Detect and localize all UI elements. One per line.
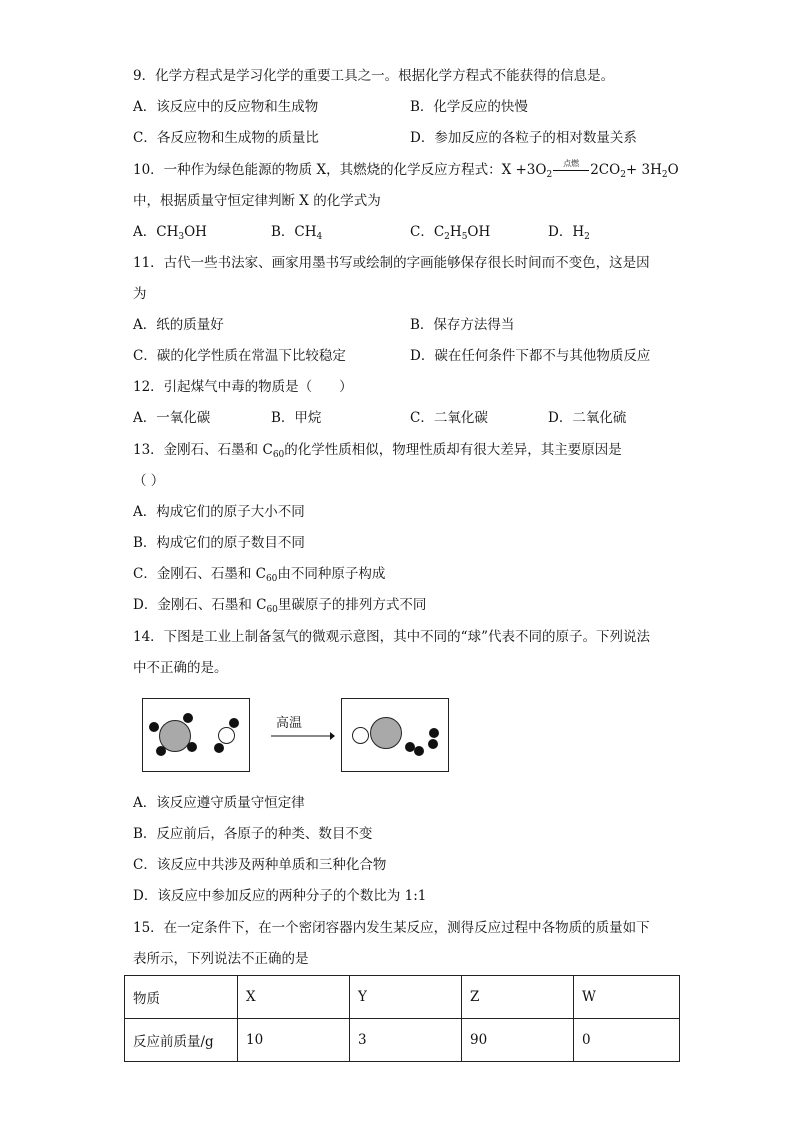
q10-option-c[interactable]: C．$C_2H_5OH$ <box>410 224 491 242</box>
arrow-label: 高温 <box>276 716 303 731</box>
q13-option-d[interactable]: D．金刚石、石墨和 $C_{60}$里碳原子的排列方式不同 <box>133 597 427 615</box>
table-header-cell: W <box>574 976 680 1019</box>
q9-option-b[interactable]: B．化学反应的快慢 <box>410 99 528 115</box>
q14-option-c[interactable]: C．该反应中共涉及两种单质和三种化合物 <box>133 857 387 873</box>
small-black-atom <box>183 713 193 723</box>
reaction-arrow <box>270 730 336 742</box>
table-header-cell: X <box>238 976 350 1019</box>
small-black-atom <box>149 722 159 732</box>
table-cell: 3 <box>350 1019 462 1062</box>
white-atom <box>352 727 369 744</box>
reaction-condition: 点燃 <box>552 161 590 179</box>
table-cell: 90 <box>462 1019 574 1062</box>
products-box <box>341 698 449 772</box>
table-cell: 反应前质量/g <box>125 1019 238 1062</box>
table-row <box>125 1019 680 1062</box>
q10-option-a[interactable]: A．$CH_3OH$ <box>133 224 207 242</box>
small-black-atom <box>428 739 438 749</box>
q14-option-b[interactable]: B．反应前后，各原子的种类、数目不变 <box>133 826 373 842</box>
table-cell: 0 <box>574 1019 680 1062</box>
q11-option-c[interactable]: C．碳的化学性质在常温下比较稳定 <box>133 348 346 364</box>
q10-stem-prefix: 10．一种作为绿色能源的物质 X，其燃烧的化学反应方程式：X +3O <box>133 162 547 178</box>
table-header-cell: Z <box>462 976 574 1019</box>
q14-stem: 14．下图是工业上制备氢气的微观示意图，其中不同的“球”代表不同的原子。下列说法 <box>133 629 650 645</box>
q15-stem: 15．在一定条件下，在一个密闭容器内发生某反应，测得反应过程中各物质的质量如下 <box>133 920 650 936</box>
table-header-cell: 物质 <box>125 976 238 1019</box>
table-header-cell: Y <box>350 976 462 1019</box>
small-black-atom <box>187 742 197 752</box>
q10-stem: 10．一种作为绿色能源的物质 X，其燃烧的化学反应方程式：$X +3O_2$ 点燃 $2CO_2+ 3H_2O$ <box>133 159 679 180</box>
q14-option-d[interactable]: D．该反应中参加反应的两种分子的个数比为 1:1 <box>133 888 427 904</box>
q13-stem-line2: （ ） <box>133 473 165 489</box>
q11-stem: 11．古代一些书法家、画家用墨书写或绘制的字画能够保存很长时间而不变色，这是因 <box>133 255 650 271</box>
large-atom <box>370 717 402 749</box>
q14-stem-line2: 中不正确的是。 <box>133 660 228 676</box>
q10-stem-line2: 中，根据质量守恒定律判断 X 的化学式为 <box>133 193 381 209</box>
q9-option-a[interactable]: A．该反应中的反应物和生成物 <box>133 99 319 115</box>
small-black-atom <box>229 718 239 728</box>
q12-option-a[interactable]: A．一氧化碳 <box>133 410 211 426</box>
small-black-atom <box>156 746 166 756</box>
q11-option-b[interactable]: B．保存方法得当 <box>410 317 515 333</box>
q12-option-b[interactable]: B．甲烷 <box>271 410 322 426</box>
q15-stem-line2: 表所示，下列说法不正确的是 <box>133 951 309 967</box>
q13-stem: 13．金刚石、石墨和 $C_{60}$的化学性质相似，物理性质却有很大差异，其主要原因是 <box>133 442 622 460</box>
q12-stem: 12．引起煤气中毒的物质是（ ） <box>133 379 353 395</box>
white-atom <box>218 727 235 744</box>
q9-option-c[interactable]: C．各反应物和生成物的质量比 <box>133 130 319 146</box>
q9-stem: 9．化学方程式是学习化学的重要工具之一。根据化学方程式不能获得的信息是。 <box>133 68 615 84</box>
small-black-atom <box>429 728 439 738</box>
small-black-atom <box>414 746 424 756</box>
q13-option-b[interactable]: B．构成它们的原子数目不同 <box>133 535 305 551</box>
q11-stem-line2: 为 <box>133 286 147 302</box>
q14-option-a[interactable]: A．该反应遵守质量守恒定律 <box>133 795 305 811</box>
mass-table <box>124 975 680 1062</box>
reactants-box <box>142 698 250 772</box>
q10-option-d[interactable]: D．$H_2$ <box>548 224 590 242</box>
table-row <box>125 976 680 1019</box>
q11-option-d[interactable]: D．碳在任何条件下都不与其他物质反应 <box>410 348 651 364</box>
q9-option-d[interactable]: D．参加反应的各粒子的相对数量关系 <box>410 130 637 146</box>
q13-option-a[interactable]: A．构成它们的原子大小不同 <box>133 504 305 520</box>
q13-option-c[interactable]: C．金刚石、石墨和 $C_{60}$由不同种原子构成 <box>133 566 386 584</box>
q12-option-c[interactable]: C．二氧化碳 <box>410 410 488 426</box>
table-cell: 10 <box>238 1019 350 1062</box>
q11-option-a[interactable]: A．纸的质量好 <box>133 317 224 333</box>
small-black-atom <box>214 743 224 753</box>
q10-option-b[interactable]: B．$CH_4$ <box>271 224 323 242</box>
q12-option-d[interactable]: D．二氧化硫 <box>548 410 627 426</box>
